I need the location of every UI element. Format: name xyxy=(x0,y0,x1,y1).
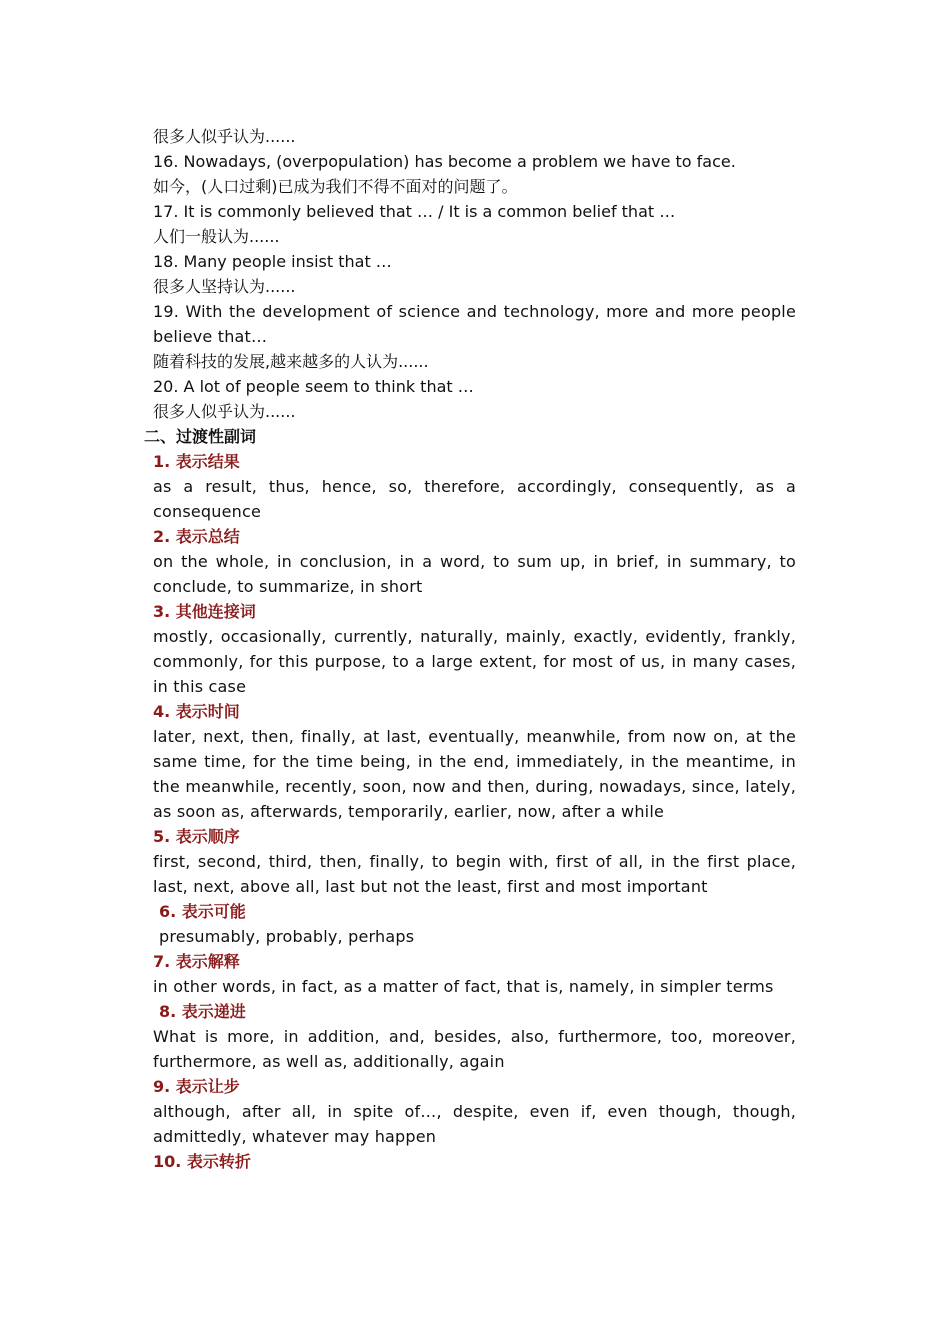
phrase-line: 16. Nowadays, (overpopulation) has become a problem we have to face. xyxy=(153,152,736,171)
phrase-line: 如今，(人口过剩)已成为我们不得不面对的问题了。 xyxy=(153,177,518,196)
phrase-line: 很多人似乎认为...... xyxy=(153,402,296,421)
category-words: first, second, third, then, finally, to begin with, first of all, in the first place, last, next, above all, last but not the least, first and most important xyxy=(153,852,796,896)
category-heading: 1. 表示结果 xyxy=(153,452,240,471)
document-page xyxy=(144,124,796,1174)
category-heading: 3. 其他连接词 xyxy=(153,602,256,621)
category-heading: 5. 表示顺序 xyxy=(153,827,240,846)
category-words: in other words, in fact, as a matter of fact, that is, namely, in simpler terms xyxy=(153,977,774,996)
category-heading: 8. 表示递进 xyxy=(159,1002,246,1021)
phrase-line: 18. Many people insist that … xyxy=(153,252,392,271)
category-words: presumably, probably, perhaps xyxy=(159,927,415,946)
category-heading: 2. 表示总结 xyxy=(153,527,240,546)
phrase-line: 很多人似乎认为...... xyxy=(153,127,296,146)
phrase-line: 19. With the development of science and technology, more and more people believe that… xyxy=(153,302,796,346)
category-words: later, next, then, finally, at last, eventually, meanwhile, from now on, at the same time, for the time being, in the end, immediately, in the meantime, in the meanwhile, recently, soon, now and then, during, nowadays, since, lately, as soon as, afterwards, temporarily, earlier, now, after a while xyxy=(153,727,796,821)
phrase-line: 随着科技的发展,越来越多的人认为...... xyxy=(153,352,429,371)
category-heading: 9. 表示让步 xyxy=(153,1077,240,1096)
category-words: as a result, thus, hence, so, therefore, accordingly, consequently, as a consequence xyxy=(153,477,796,521)
category-heading: 7. 表示解释 xyxy=(153,952,240,971)
phrase-line: 17. It is commonly believed that … / It is a common belief that … xyxy=(153,202,676,221)
phrase-line: 20. A lot of people seem to think that … xyxy=(153,377,474,396)
category-heading: 4. 表示时间 xyxy=(153,702,240,721)
section-title: 二、过渡性副词 xyxy=(144,427,257,446)
phrase-line: 很多人坚持认为...... xyxy=(153,277,296,296)
phrase-line: 人们一般认为...... xyxy=(153,227,280,246)
category-heading: 6. 表示可能 xyxy=(159,902,246,921)
category-words: although, after all, in spite of…, despite, even if, even though, though, admittedly, whatever may happen xyxy=(153,1102,796,1146)
category-words: mostly, occasionally, currently, naturally, mainly, exactly, evidently, frankly, commonly, for this purpose, to a large extent, for most of us, in many cases, in this case xyxy=(153,627,796,696)
category-words: What is more, in addition, and, besides, also, furthermore, too, moreover, furthermore, as well as, additionally, again xyxy=(153,1027,796,1071)
category-words: on the whole, in conclusion, in a word, to sum up, in brief, in summary, to conclude, to summarize, in short xyxy=(153,552,796,596)
category-heading: 10. 表示转折 xyxy=(153,1152,251,1171)
